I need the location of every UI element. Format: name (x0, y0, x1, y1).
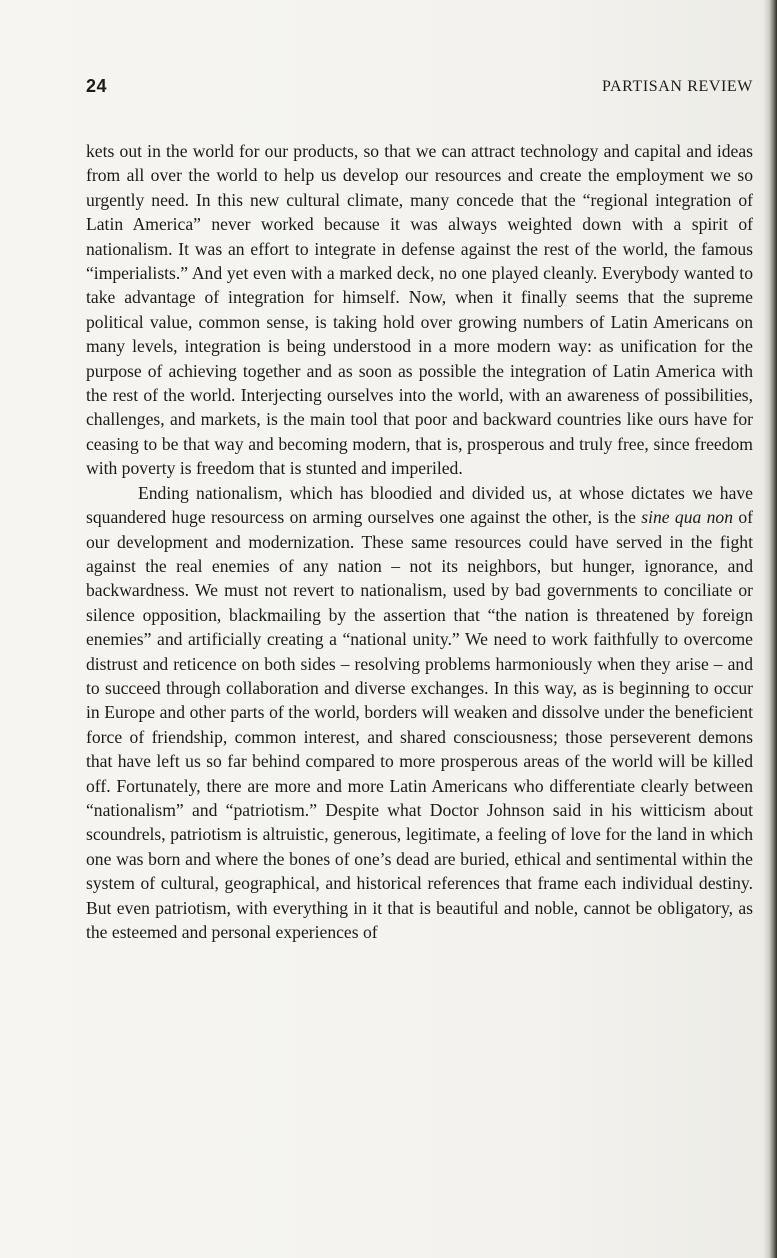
page-number: 24 (86, 76, 108, 96)
page-header (86, 74, 753, 100)
running-head: PARTISAN REVIEW (601, 78, 753, 95)
binding-shadow (763, 0, 777, 1258)
article-body (86, 139, 753, 944)
paragraph-2-text-b: of our development and modernization. These same resources could have served in the fight against the real enemies of any nation – not its neighbors, but hunger, ignorance, and backwardness. We must not revert to nationalism, used by bad governments to conciliate or silence opposition, blackmailing by the assertion that “the nation is threatened by foreign enemies” and artificially creating a “national unity.” We need to work faithfully to overcome distrust and reticence on both sides – resolving problems harmoniously when they arise – and to succeed through collaboration and diverse exchanges. In this way, as is beginning to occur in Europe and other parts of the world, borders will weaken and dissolve under the beneficient force of friendship, common interest, and shared consciousness; those perseverent demons that have left us so far behind compared to more prosperous areas of the world will be killed off. Fortunately, there are more and more Latin Americans who differentiate clearly between “nationalism” and “patriotism.” Despite what Doctor Johnson said in his witticism about scoundrels, patriotism is altruistic, generous, legitimate, a feeling of love for the land in which one was born and where the bones of one’s dead are buried, ethical and sentimental within the system of cultural, geographical, and historical references that frame each individual destiny. But even patriotism, with everything in it that is beautiful and noble, cannot be obligatory, as the esteemed and personal experiences of (86, 507, 754, 942)
paragraph-2 (86, 481, 753, 945)
paragraph-1-text: kets out in the world for our products, so that we can attract technology and capital and ideas from all over the world to help us develop our resources and create the employment we so urgently need. In this new cultural climate, many concede that the “regional integration of Latin America” never worked because it was always weighted down with a spirit of nationalism. It was an effort to integrate in defense against the rest of the world, the famous “imperialists.” And yet even with a marked deck, no one played cleanly. Everybody wanted to take advantage of integration for himself. Now, when it finally seems that the supreme political value, common sense, is taking hold over growing numbers of Latin Americans on many levels, integration is being understood in a more modern way: as unification for the purpose of achieving together and as soon as possible the integration of Latin America with the rest of the world. Interjecting ourselves into the world, with an awareness of possibilities, challenges, and markets, is the main tool that poor and backward countries like ours have for ceasing to be that way and becoming modern, that is, prosperous and truly free, since freedom with poverty is freedom that is stunted and imperiled. (86, 141, 753, 479)
latin-phrase: sine qua non (641, 507, 734, 528)
paragraph-1 (86, 139, 753, 481)
paragraph-2-text-a: Ending nationalism, which has bloodied and divided us, at whose dictates we have squandered huge resourcess on arming ourselves one against the other, is the (86, 482, 753, 528)
